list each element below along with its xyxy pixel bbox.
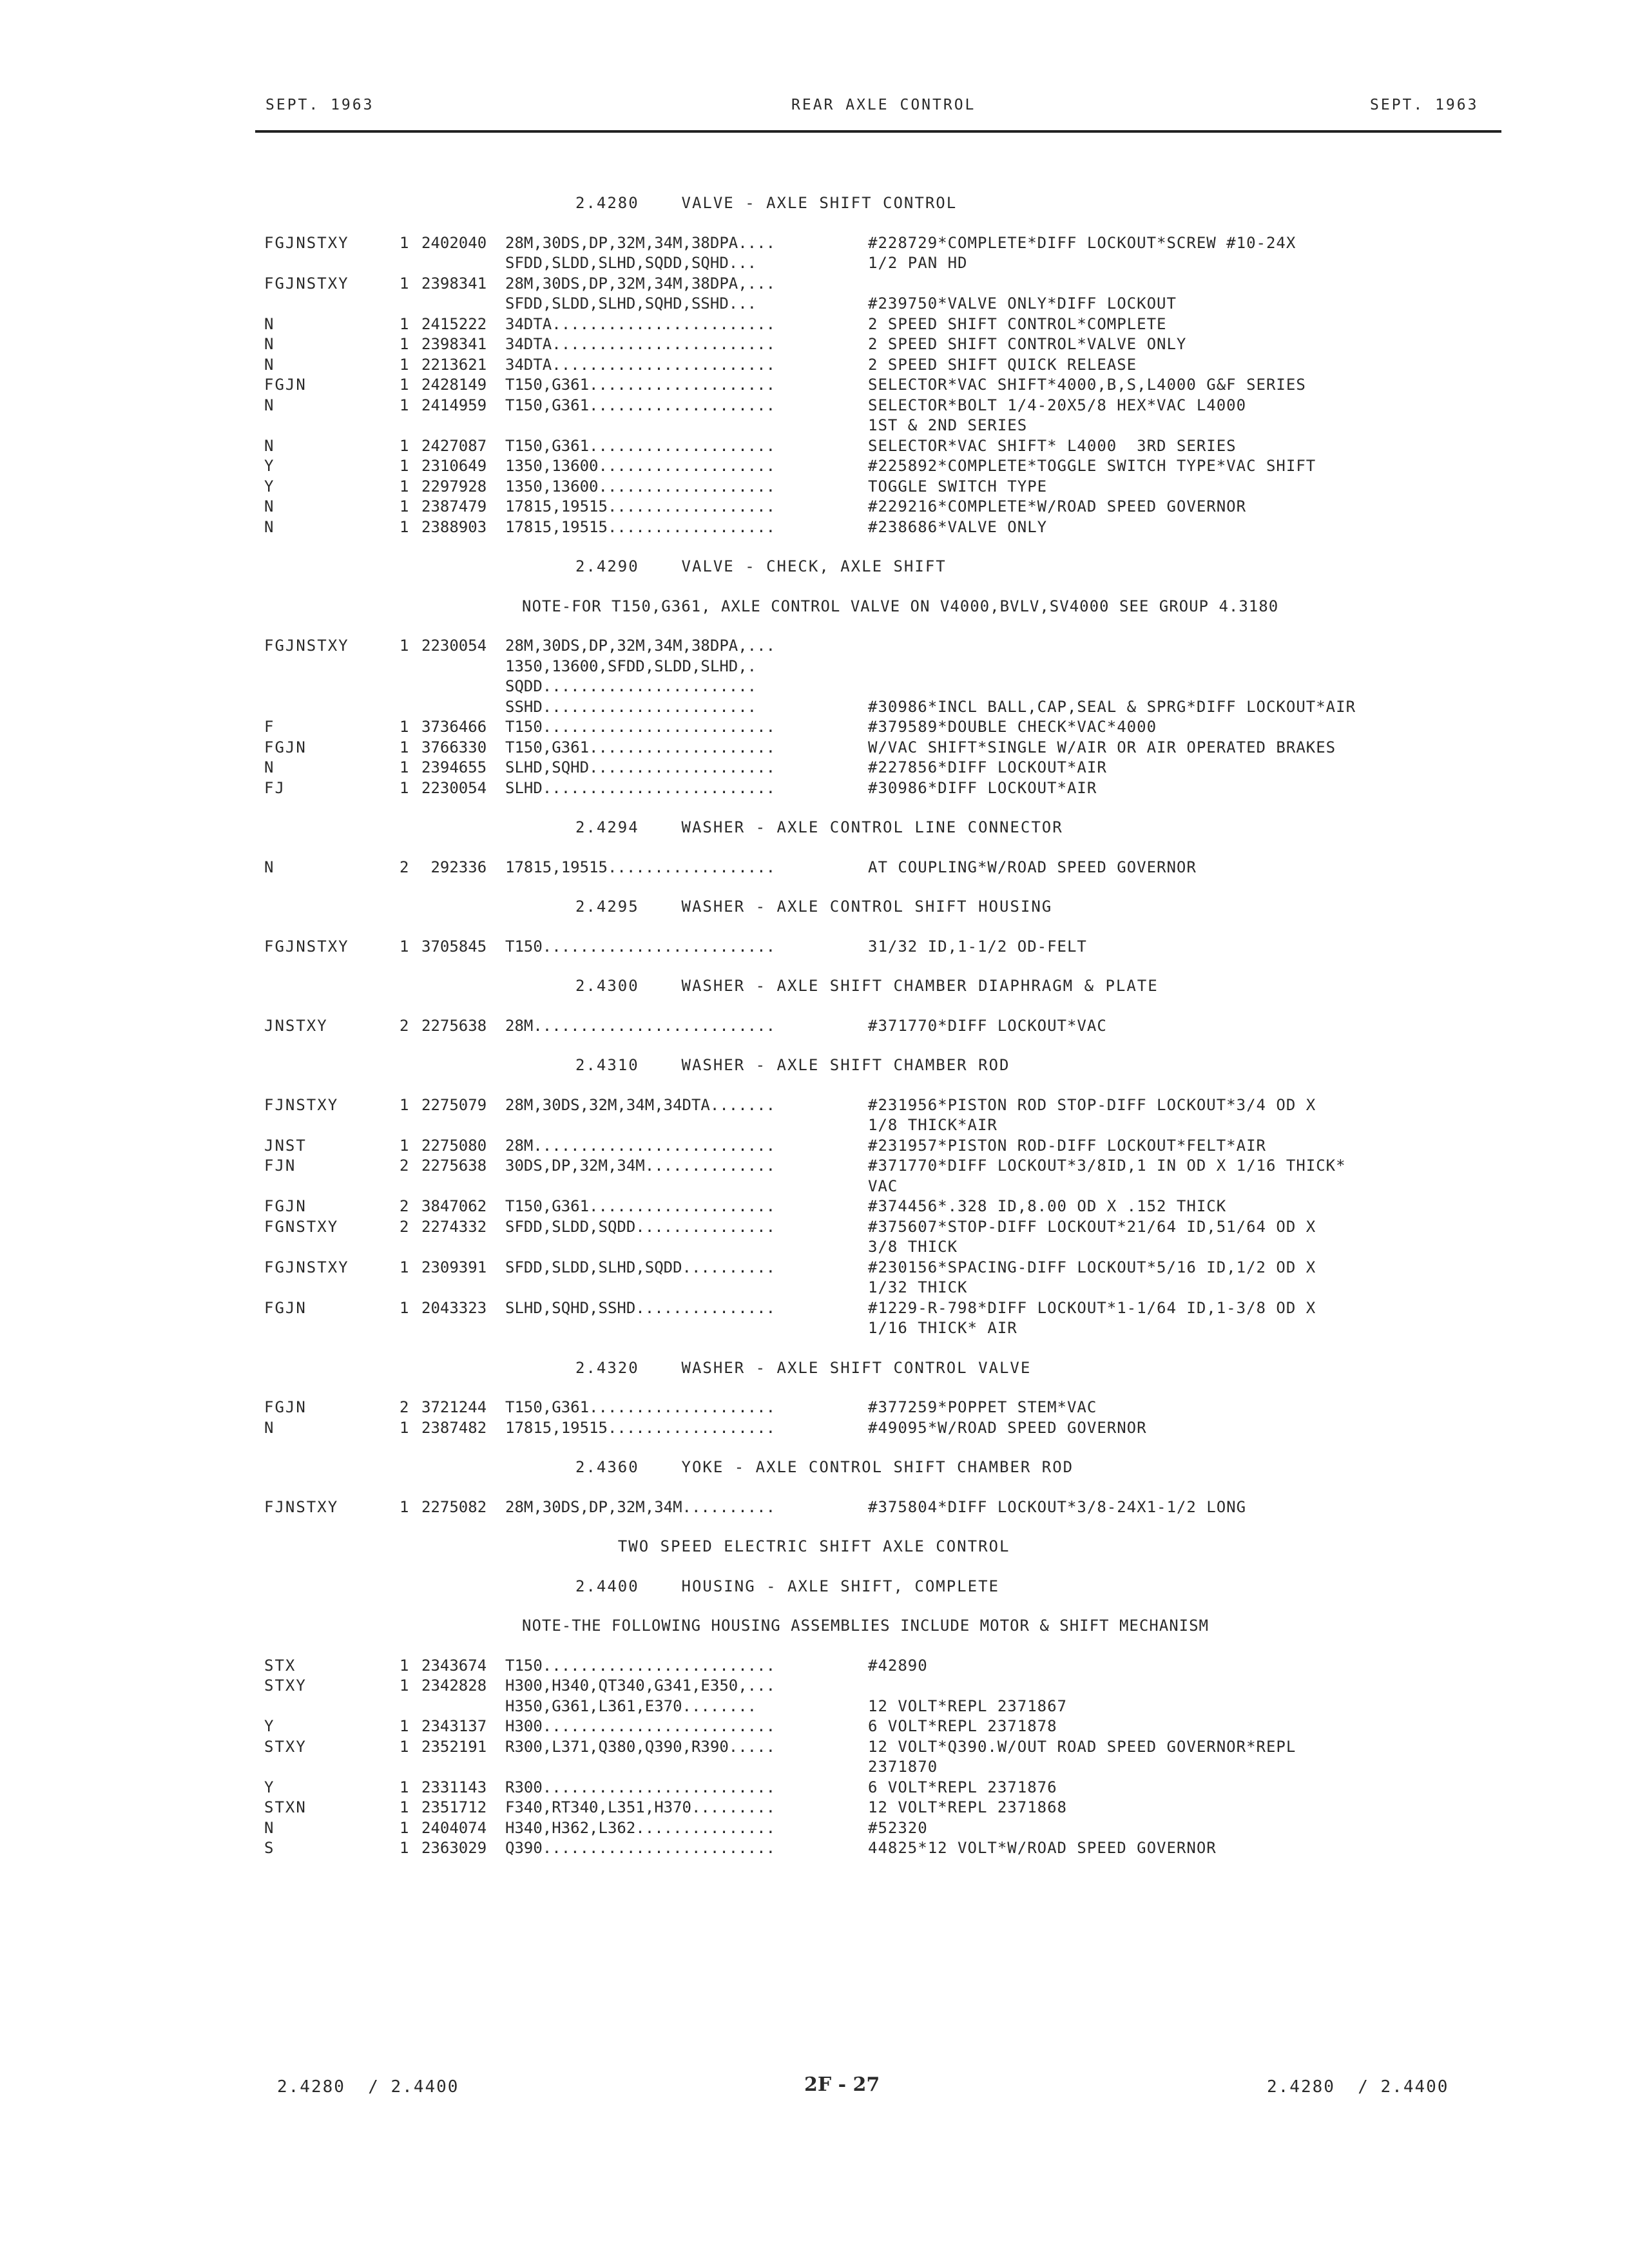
spacer xyxy=(264,957,1508,976)
description: #225892*COMPLETE*TOGGLE SWITCH TYPE*VAC SHIFT xyxy=(868,457,1316,475)
model-code: FGJNSTXY xyxy=(264,1258,349,1276)
model-code: FGJN xyxy=(264,1197,307,1215)
spacer xyxy=(264,537,1508,557)
part-number: 2275080 xyxy=(421,1136,487,1155)
part-number: 2275638 xyxy=(421,1157,487,1175)
description: #227856*DIFF LOCKOUT*AIR xyxy=(868,758,1107,776)
description: 2371870 xyxy=(868,1758,938,1776)
part-row xyxy=(264,758,1508,778)
part-number: 2398341 xyxy=(421,335,487,353)
quantity: 1 xyxy=(400,1839,409,1857)
part-number: 292336 xyxy=(421,858,487,876)
part-row xyxy=(264,1798,1508,1818)
quantity: 1 xyxy=(400,335,409,353)
section-heading: 2.4300 WASHER - AXLE SHIFT CHAMBER DIAPHRAGM & PLATE xyxy=(575,977,1159,995)
description: #230156*SPACING-DIFF LOCKOUT*5/16 ID,1/2 OD X xyxy=(868,1258,1316,1276)
part-row-continuation xyxy=(264,1757,1508,1778)
application: SFDD,SLDD,SLHD,SQDD,SQHD... xyxy=(505,254,757,272)
part-number: 2394655 xyxy=(421,758,487,776)
part-row xyxy=(264,1136,1508,1157)
part-number: 3766330 xyxy=(421,738,487,756)
part-number: 2415222 xyxy=(421,314,487,333)
part-number: 2275079 xyxy=(421,1095,487,1114)
description: 2 SPEED SHIFT CONTROL*VALVE ONLY xyxy=(868,335,1187,353)
description: 12 VOLT*REPL 2371868 xyxy=(868,1798,1067,1816)
parts-list xyxy=(264,193,1508,1859)
quantity: 2 xyxy=(400,1398,409,1416)
model-code: FGJN xyxy=(264,1298,307,1317)
part-row xyxy=(264,636,1508,657)
quantity: 1 xyxy=(400,937,409,956)
model-code: FGJN xyxy=(264,376,307,394)
part-row xyxy=(264,937,1508,957)
description: 31/32 ID,1-1/2 OD-FELT xyxy=(868,937,1087,956)
description: #49095*W/ROAD SPEED GOVERNOR xyxy=(868,1418,1147,1437)
description: #228729*COMPLETE*DIFF LOCKOUT*SCREW #10-24X xyxy=(868,233,1296,252)
quantity: 1 xyxy=(400,1258,409,1276)
part-number: 2363029 xyxy=(421,1839,487,1857)
application: T150......................... xyxy=(505,937,776,956)
quantity: 1 xyxy=(400,758,409,776)
part-row xyxy=(264,1656,1508,1677)
description: #52320 xyxy=(868,1818,928,1837)
description: #231957*PISTON ROD-DIFF LOCKOUT*FELT*AIR xyxy=(868,1136,1266,1155)
application: 30DS,DP,32M,34M.............. xyxy=(505,1157,776,1175)
application: T150......................... xyxy=(505,1656,776,1675)
model-code: FJNSTXY xyxy=(264,1095,339,1114)
part-row-continuation xyxy=(264,657,1508,677)
description: #238686*VALVE ONLY xyxy=(868,517,1048,536)
description: 2 SPEED SHIFT CONTROL*COMPLETE xyxy=(868,314,1167,333)
application: 1350,13600,SFDD,SLDD,SLHD,. xyxy=(505,657,757,675)
application: 28M.......................... xyxy=(505,1136,776,1155)
spacer xyxy=(264,997,1508,1016)
section-heading: 2.4400 HOUSING - AXLE SHIFT, COMPLETE xyxy=(575,1577,999,1595)
quantity: 1 xyxy=(400,1298,409,1317)
quantity: 1 xyxy=(400,738,409,756)
application: T150,G361.................... xyxy=(505,436,776,455)
description: 1/8 THICK*AIR xyxy=(868,1116,998,1134)
quantity: 1 xyxy=(400,1737,409,1756)
part-number: 2310649 xyxy=(421,457,487,475)
description: #371770*DIFF LOCKOUT*VAC xyxy=(868,1016,1107,1035)
application: SSHD....................... xyxy=(505,697,757,716)
section-heading: 2.4360 YOKE - AXLE CONTROL SHIFT CHAMBER ROD xyxy=(575,1458,1074,1476)
part-number: 2387479 xyxy=(421,497,487,515)
model-code: N xyxy=(264,436,275,455)
part-number: 2427087 xyxy=(421,436,487,455)
part-row xyxy=(264,375,1508,396)
model-code: N xyxy=(264,758,275,776)
description: SELECTOR*VAC SHIFT*4000,B,S,L4000 G&F SERIES xyxy=(868,376,1306,394)
part-number: 2309391 xyxy=(421,1258,487,1276)
part-number: 2331143 xyxy=(421,1778,487,1796)
part-number: 2404074 xyxy=(421,1818,487,1837)
part-number: 2275082 xyxy=(421,1497,487,1516)
spacer xyxy=(264,1076,1508,1095)
part-number: 2388903 xyxy=(421,517,487,536)
application: SQDD....................... xyxy=(505,677,757,695)
quantity: 1 xyxy=(400,436,409,455)
description: 12 VOLT*REPL 2371867 xyxy=(868,1696,1067,1715)
description: 3/8 THICK xyxy=(868,1238,958,1256)
model-code: JNST xyxy=(264,1136,307,1155)
part-row xyxy=(264,517,1508,538)
part-row xyxy=(264,1196,1508,1217)
part-row xyxy=(264,1676,1508,1696)
spacer xyxy=(264,1478,1508,1497)
part-row xyxy=(264,1778,1508,1798)
description: #371770*DIFF LOCKOUT*3/8ID,1 IN OD X 1/16 THICK* xyxy=(868,1157,1346,1175)
spacer xyxy=(264,1378,1508,1398)
part-row-continuation xyxy=(264,1278,1508,1298)
description: VAC xyxy=(868,1177,898,1195)
spacer xyxy=(264,1036,1508,1055)
application: T150,G361.................... xyxy=(505,1197,776,1215)
description: SELECTOR*VAC SHIFT* L4000 3RD SERIES xyxy=(868,436,1237,455)
model-code: FGNSTXY xyxy=(264,1217,339,1236)
application: R300,L371,Q380,Q390,R390..... xyxy=(505,1737,776,1756)
quantity: 1 xyxy=(400,457,409,475)
part-row xyxy=(264,396,1508,416)
description: W/VAC SHIFT*SINGLE W/AIR OR AIR OPERATED BRAKES xyxy=(868,738,1336,756)
application: Q390......................... xyxy=(505,1839,776,1857)
part-number: 2387482 xyxy=(421,1418,487,1437)
footer-page-number: 2F - 27 xyxy=(804,2073,880,2096)
part-number: 2343137 xyxy=(421,1717,487,1735)
quantity: 2 xyxy=(400,1217,409,1236)
description: #375607*STOP-DIFF LOCKOUT*21/64 ID,51/64 OD X xyxy=(868,1217,1316,1236)
model-code: Y xyxy=(264,1778,275,1796)
part-row xyxy=(264,355,1508,376)
model-code: N xyxy=(264,335,275,353)
spacer xyxy=(264,1597,1508,1616)
quantity: 1 xyxy=(400,477,409,495)
application: 28M,30DS,DP,32M,34M,38DPA,... xyxy=(505,637,776,655)
description: #231956*PISTON ROD STOP-DIFF LOCKOUT*3/4 OD X xyxy=(868,1095,1316,1114)
part-row xyxy=(264,1298,1508,1319)
quantity: 1 xyxy=(400,233,409,252)
quantity: 1 xyxy=(400,1418,409,1437)
application: H300,H340,QT340,G341,E350,... xyxy=(505,1677,776,1695)
part-row xyxy=(264,738,1508,758)
description: 1/2 PAN HD xyxy=(868,254,968,272)
part-row xyxy=(264,1737,1508,1758)
model-code: N xyxy=(264,858,275,876)
application: 17815,19515.................. xyxy=(505,1418,776,1437)
application: F340,RT340,L351,H370......... xyxy=(505,1798,776,1816)
application: T150,G361.................... xyxy=(505,376,776,394)
quantity: 1 xyxy=(400,497,409,515)
quantity: 2 xyxy=(400,1197,409,1215)
quantity: 1 xyxy=(400,637,409,655)
model-code: FGJNSTXY xyxy=(264,937,349,956)
part-row xyxy=(264,1838,1508,1859)
application: 17815,19515.................. xyxy=(505,517,776,536)
header-date-right: SEPT. 1963 xyxy=(1370,97,1479,113)
footer-range-left: 2.4280 / 2.4400 xyxy=(277,2077,459,2097)
quantity: 1 xyxy=(400,517,409,536)
section-heading: 2.4294 WASHER - AXLE CONTROL LINE CONNECTOR xyxy=(575,818,1063,836)
part-number: 2352191 xyxy=(421,1737,487,1756)
part-number: 2342828 xyxy=(421,1677,487,1695)
quantity: 1 xyxy=(400,355,409,374)
application: SFDD,SLDD,SLHD,SQDD.......... xyxy=(505,1258,776,1276)
spacer xyxy=(264,1557,1508,1577)
part-row-continuation xyxy=(264,1177,1508,1197)
part-row xyxy=(264,334,1508,355)
application: 17815,19515.................. xyxy=(505,497,776,515)
spacer xyxy=(264,1438,1508,1457)
part-row-continuation xyxy=(264,1696,1508,1717)
part-number: 3705845 xyxy=(421,937,487,956)
part-row xyxy=(264,233,1508,254)
part-row-continuation xyxy=(264,416,1508,436)
part-number: 3721244 xyxy=(421,1398,487,1416)
application: R300......................... xyxy=(505,1778,776,1796)
model-code: FJN xyxy=(264,1157,296,1175)
description: 6 VOLT*REPL 2371878 xyxy=(868,1717,1057,1735)
part-row xyxy=(264,858,1508,878)
part-number: 2213621 xyxy=(421,355,487,374)
model-code: FJ xyxy=(264,778,285,797)
application: 34DTA........................ xyxy=(505,335,776,353)
application: SFDD,SLDD,SLHD,SQHD,SSHD... xyxy=(505,294,757,312)
description: #375804*DIFF LOCKOUT*3/8-24X1-1/2 LONG xyxy=(868,1497,1247,1516)
quantity: 1 xyxy=(400,376,409,394)
part-row-continuation xyxy=(264,1237,1508,1258)
spacer xyxy=(264,1517,1508,1537)
part-number: 2297928 xyxy=(421,477,487,495)
model-code: N xyxy=(264,497,275,515)
part-row xyxy=(264,1156,1508,1177)
quantity: 1 xyxy=(400,778,409,797)
part-row xyxy=(264,1818,1508,1839)
quantity: 1 xyxy=(400,1818,409,1837)
spacer xyxy=(264,577,1508,597)
description: #42890 xyxy=(868,1656,928,1675)
part-row-continuation xyxy=(264,677,1508,697)
model-code: FJNSTXY xyxy=(264,1497,339,1516)
model-code: FGJNSTXY xyxy=(264,274,349,293)
application: 28M,30DS,DP,32M,34M.......... xyxy=(505,1497,776,1516)
description: 6 VOLT*REPL 2371876 xyxy=(868,1778,1057,1796)
part-row xyxy=(264,1258,1508,1278)
description: SELECTOR*BOLT 1/4-20X5/8 HEX*VAC L4000 xyxy=(868,396,1247,414)
part-number: 3736466 xyxy=(421,718,487,736)
quantity: 1 xyxy=(400,1798,409,1816)
application: 34DTA........................ xyxy=(505,355,776,374)
description: 1/16 THICK* AIR xyxy=(868,1319,1017,1337)
spacer xyxy=(264,617,1508,636)
model-code: Y xyxy=(264,1717,275,1735)
application: H300......................... xyxy=(505,1717,776,1735)
application: H340,H362,L362............... xyxy=(505,1818,776,1837)
part-row xyxy=(264,1095,1508,1116)
part-number: 2274332 xyxy=(421,1217,487,1236)
section-note: NOTE-FOR T150,G361, AXLE CONTROL VALVE ON V4000,BVLV,SV4000 SEE GROUP 4.3180 xyxy=(522,597,1279,615)
quantity: 2 xyxy=(400,1157,409,1175)
quantity: 1 xyxy=(400,1497,409,1516)
model-code: STXN xyxy=(264,1798,307,1816)
part-number: 2343674 xyxy=(421,1656,487,1675)
application: T150,G361.................... xyxy=(505,1398,776,1416)
quantity: 2 xyxy=(400,858,409,876)
model-code: Y xyxy=(264,477,275,495)
spacer xyxy=(264,214,1508,233)
quantity: 1 xyxy=(400,1095,409,1114)
header-date-left: SEPT. 1963 xyxy=(265,97,374,113)
model-code: N xyxy=(264,355,275,374)
part-row xyxy=(264,456,1508,477)
description: 2 SPEED SHIFT QUICK RELEASE xyxy=(868,355,1137,374)
application: H350,G361,L361,E370........ xyxy=(505,1696,757,1715)
quantity: 1 xyxy=(400,1717,409,1735)
model-code: JNSTXY xyxy=(264,1016,328,1035)
quantity: 1 xyxy=(400,1778,409,1796)
part-number: 2351712 xyxy=(421,1798,487,1816)
part-row xyxy=(264,274,1508,294)
quantity: 1 xyxy=(400,1677,409,1695)
application: 34DTA........................ xyxy=(505,314,776,333)
spacer xyxy=(264,798,1508,818)
part-number: 2414959 xyxy=(421,396,487,414)
part-row-continuation xyxy=(264,294,1508,314)
spacer xyxy=(264,918,1508,937)
model-code: STX xyxy=(264,1656,296,1675)
model-code: N xyxy=(264,1418,275,1437)
section-heading: 2.4280 VALVE - AXLE SHIFT CONTROL xyxy=(575,194,958,212)
part-row-continuation xyxy=(264,253,1508,274)
description: AT COUPLING*W/ROAD SPEED GOVERNOR xyxy=(868,858,1197,876)
quantity: 1 xyxy=(400,396,409,414)
header-title: REAR AXLE CONTROL xyxy=(791,97,976,113)
section-heading: 2.4320 WASHER - AXLE SHIFT CONTROL VALVE xyxy=(575,1358,1032,1377)
application: T150......................... xyxy=(505,718,776,736)
part-number: 2230054 xyxy=(421,637,487,655)
quantity: 2 xyxy=(400,1016,409,1035)
model-code: N xyxy=(264,314,275,333)
part-row xyxy=(264,717,1508,738)
part-number: 2402040 xyxy=(421,233,487,252)
model-code: F xyxy=(264,718,275,736)
spacer xyxy=(264,1637,1508,1656)
part-row xyxy=(264,1217,1508,1238)
application: 1350,13600................... xyxy=(505,477,776,495)
part-row xyxy=(264,1497,1508,1518)
subsection-title: TWO SPEED ELECTRIC SHIFT AXLE CONTROL xyxy=(575,1537,1010,1555)
part-number: 2043323 xyxy=(421,1298,487,1317)
section-note: NOTE-THE FOLLOWING HOUSING ASSEMBLIES INCLUDE MOTOR & SHIFT MECHANISM xyxy=(522,1617,1209,1635)
application: 28M,30DS,DP,32M,34M,38DPA,... xyxy=(505,274,776,293)
description: TOGGLE SWITCH TYPE xyxy=(868,477,1048,495)
model-code: STXY xyxy=(264,1677,307,1695)
description: #239750*VALVE ONLY*DIFF LOCKOUT xyxy=(868,294,1177,312)
part-row xyxy=(264,778,1508,799)
part-number: 2230054 xyxy=(421,778,487,797)
description: #229216*COMPLETE*W/ROAD SPEED GOVERNOR xyxy=(868,497,1247,515)
part-row-continuation xyxy=(264,1115,1508,1136)
application: 28M,30DS,DP,32M,34M,38DPA.... xyxy=(505,233,776,252)
model-code: S xyxy=(264,1839,275,1857)
model-code: FGJN xyxy=(264,1398,307,1416)
part-number: 2398341 xyxy=(421,274,487,293)
description: #379589*DOUBLE CHECK*VAC*4000 xyxy=(868,718,1157,736)
model-code: FGJNSTXY xyxy=(264,233,349,252)
part-row xyxy=(264,1716,1508,1737)
spacer xyxy=(264,878,1508,897)
part-row xyxy=(264,477,1508,497)
model-code: FGJN xyxy=(264,738,307,756)
application: T150,G361.................... xyxy=(505,396,776,414)
quantity: 1 xyxy=(400,718,409,736)
part-row xyxy=(264,497,1508,517)
section-heading: 2.4310 WASHER - AXLE SHIFT CHAMBER ROD xyxy=(575,1056,1010,1074)
part-row xyxy=(264,314,1508,335)
application: SLHD......................... xyxy=(505,778,776,797)
description: 12 VOLT*Q390.W/OUT ROAD SPEED GOVERNOR*REPL xyxy=(868,1737,1296,1756)
part-row xyxy=(264,436,1508,457)
section-heading: 2.4295 WASHER - AXLE CONTROL SHIFT HOUSING xyxy=(575,898,1053,916)
part-row-continuation xyxy=(264,1318,1508,1339)
part-row xyxy=(264,1016,1508,1037)
description: #374456*.328 ID,8.00 OD X .152 THICK xyxy=(868,1197,1227,1215)
model-code: FGJNSTXY xyxy=(264,637,349,655)
application: 28M,30DS,32M,34M,34DTA....... xyxy=(505,1095,776,1114)
part-number: 3847062 xyxy=(421,1197,487,1215)
part-number: 2428149 xyxy=(421,376,487,394)
part-row-continuation xyxy=(264,697,1508,718)
application: 17815,19515.................. xyxy=(505,858,776,876)
description: #1229-R-798*DIFF LOCKOUT*1-1/64 ID,1-3/8 OD X xyxy=(868,1298,1316,1317)
application: T150,G361.................... xyxy=(505,738,776,756)
application: SLHD,SQHD.................... xyxy=(505,758,776,776)
application: 28M.......................... xyxy=(505,1016,776,1035)
spacer xyxy=(264,1339,1508,1358)
description: 1ST & 2ND SERIES xyxy=(868,416,1028,434)
description: 44825*12 VOLT*W/ROAD SPEED GOVERNOR xyxy=(868,1839,1217,1857)
application: 1350,13600................... xyxy=(505,457,776,475)
quantity: 1 xyxy=(400,274,409,293)
header-rule xyxy=(255,130,1501,133)
model-code: N xyxy=(264,517,275,536)
section-heading: 2.4290 VALVE - CHECK, AXLE SHIFT xyxy=(575,557,947,575)
description: #30986*DIFF LOCKOUT*AIR xyxy=(868,778,1097,797)
quantity: 1 xyxy=(400,314,409,333)
description: #30986*INCL BALL,CAP,SEAL & SPRG*DIFF LOCKOUT*AIR xyxy=(868,697,1356,716)
part-row xyxy=(264,1398,1508,1418)
part-row xyxy=(264,1418,1508,1439)
model-code: N xyxy=(264,396,275,414)
application: SLHD,SQHD,SSHD............... xyxy=(505,1298,776,1317)
part-number: 2275638 xyxy=(421,1016,487,1035)
model-code: N xyxy=(264,1818,275,1837)
quantity: 1 xyxy=(400,1136,409,1155)
model-code: Y xyxy=(264,457,275,475)
model-code: STXY xyxy=(264,1737,307,1756)
description: 1/32 THICK xyxy=(868,1278,968,1296)
quantity: 1 xyxy=(400,1656,409,1675)
description: #377259*POPPET STEM*VAC xyxy=(868,1398,1097,1416)
spacer xyxy=(264,838,1508,858)
footer-range-right: 2.4280 / 2.4400 xyxy=(1267,2077,1449,2097)
application: SFDD,SLDD,SQDD............... xyxy=(505,1217,776,1236)
